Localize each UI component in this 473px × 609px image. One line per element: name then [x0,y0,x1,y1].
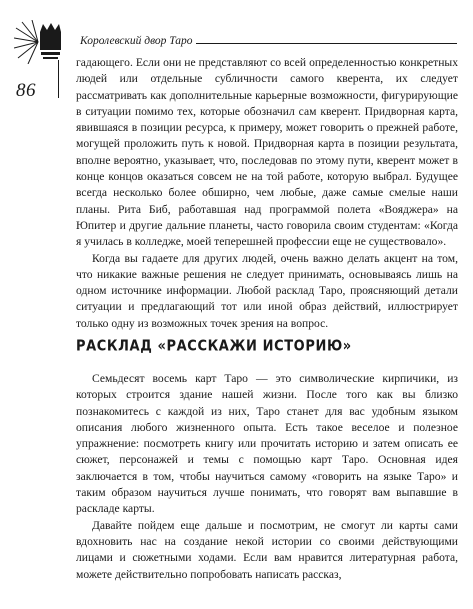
page-number-rule [58,60,59,98]
paragraph: Семьдесят восемь карт Таро — это символические кирпичики, из которых строится здание нашей жизни. После того как вы близко познакомитесь с каждой из них, Таро станет для вас удобным языком описания любого жизненного опыта. Есть такое веселое и полезное упражнение: посмотреть книгу или прочитать историю и затем описать ее сюжет, персонажей и темы с помощью карт Таро. Основная идея заключается в том, чтобы научиться самому «говорить на языке Таро» и таким образом научиться лучше понимать, что говорят вам выпавшие в раскладе карты. [76,372,458,516]
header-rule [196,43,457,44]
paragraph: Давайте пойдем еще дальше и посмотрим, не смогут ли карты сами вдохновить нас на создание некой истории со своими действующими лицами и сюжетными ходами. Если вам нравится литературная работа, можете действительно попробовать написать рассказ, [76,518,458,581]
paragraph: Когда вы гадаете для других людей, очень важно делать акцент на том, что никакие важные решения не следует принимать, основываясь лишь на одном источнике информации. Любой расклад Таро, проясняющий детали ситуации и предлагающий тот или иной образ действий, иллюстрирует только одну из возможных точек зрения на вопрос. [76,251,458,330]
crown-emblem-icon [14,20,62,64]
section-heading: РАСКЛАД «РАССКАЖИ ИСТОРИЮ» [76,338,352,356]
paragraph: гадающего. Если они не представляют со всей определенностью конкретных людей или отдельные субличности самого кверента, их следует рассматривать как дополнительные карьерные возможности, фигурирующие в ситуации помимо тех, которые обозначил сам кверент. Придворная карта, явившаяся в позиции ресурса, к примеру, может говорить о прежней работе, могущей проложить путь к новой. Придворная карта в позиции результата, вполне вероятно, указывает, что, последовав по этому пути, кверент может в конце концов оказаться совсем не на той работе, которую выбрал. Будущее всегда несколько более обширно, чем любые, даже самые смелые наши планы. Рита Биб, работавшая над программой полета «Вояджера» на Юпитер и другие дальние планеты, часто говорила своим студентам: «Когда я училась в колледже, моей теперешней профессии еще не существовало». [76,56,458,249]
running-header-title: Королевский двор Таро [80,35,193,47]
page-number: 86 [16,80,36,101]
body-text-story [76,371,458,583]
body-text-top [76,55,458,332]
